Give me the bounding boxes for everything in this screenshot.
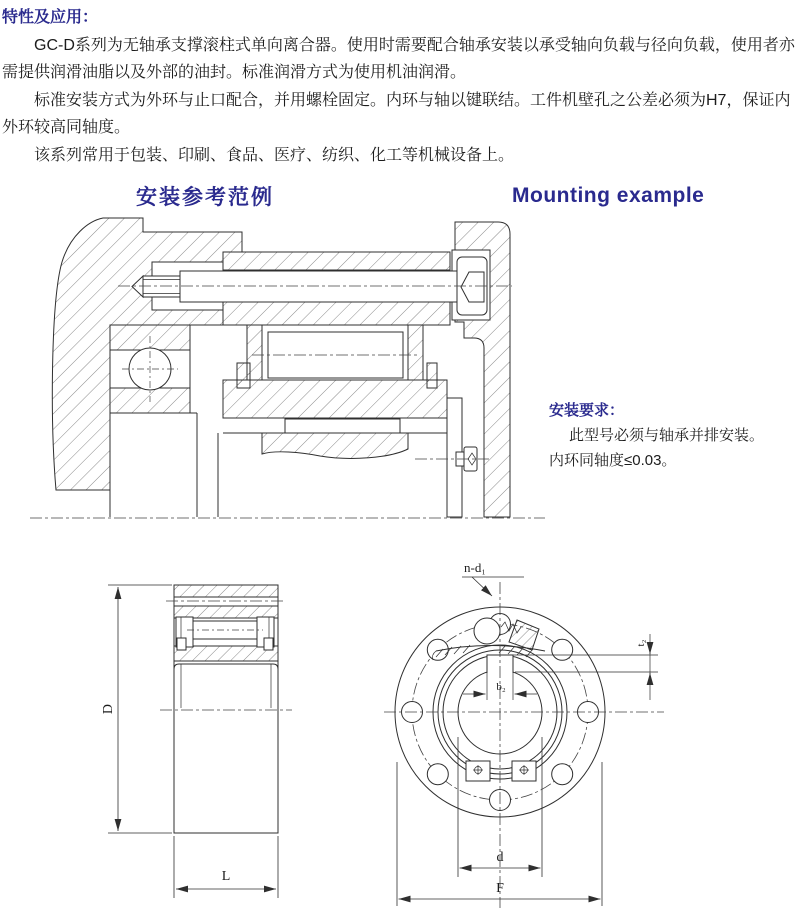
dimension-F: [397, 762, 602, 906]
intro-section: [0, 4, 800, 169]
mounting-requirements-title: 安装要求：: [549, 402, 625, 419]
bottom-screw-blocks: [466, 761, 536, 781]
features-heading: 特性及应用：: [2, 9, 99, 26]
dimension-L: [174, 836, 278, 898]
section-heading-cn: 安装参考范例: [136, 186, 274, 209]
mounting-requirements-line1: 此型号必须与轴承并排安装。: [569, 427, 765, 444]
key: [285, 419, 400, 433]
sprag-roller-detail: [432, 618, 545, 660]
callout-n-d1: [462, 560, 524, 596]
mounting-example-drawing: [25, 213, 550, 535]
intro-paragraph-2: 标准安装方式为外环与止口配合，并用螺栓固定。内环与轴以键联结。工件机壁孔之公差必须为H7，保证内外环较高同轴度。: [2, 91, 791, 136]
section-heading-en: Mounting example: [512, 184, 705, 207]
clutch-section-top: [174, 585, 278, 661]
intro-paragraph-1: GC-D系列为无轴承支撑滚柱式单向离合器。使用时需要配合轴承安装以承受轴向负载与径向负载，使用者亦需提供润滑油脂以及外部的油封。标准润滑方式为使用机油润滑。: [2, 36, 795, 81]
dim-label-L: L: [221, 869, 231, 884]
dim-label-t2: t₂: [635, 639, 647, 647]
clutch-body: [174, 661, 278, 833]
dim-label-d: d: [496, 850, 504, 865]
dim-label-b2: b₂: [496, 681, 506, 693]
shaft-sleeve-break: [262, 433, 408, 458]
dimension-D: [101, 585, 172, 833]
front-view-drawing: [368, 548, 680, 912]
dim-label-F: F: [496, 881, 504, 896]
side-view-drawing: [95, 553, 310, 910]
dim-label-n-d1: n-d₁: [464, 560, 486, 575]
mounting-requirements: [549, 398, 789, 473]
intro-paragraph-3: 该系列常用于包装、印刷、食品、医疗、纺织、化工等机械设备上。: [34, 146, 515, 164]
dim-label-D: D: [101, 703, 116, 715]
mounting-requirements-line2: 内环同轴度≤0.03。: [549, 452, 677, 469]
